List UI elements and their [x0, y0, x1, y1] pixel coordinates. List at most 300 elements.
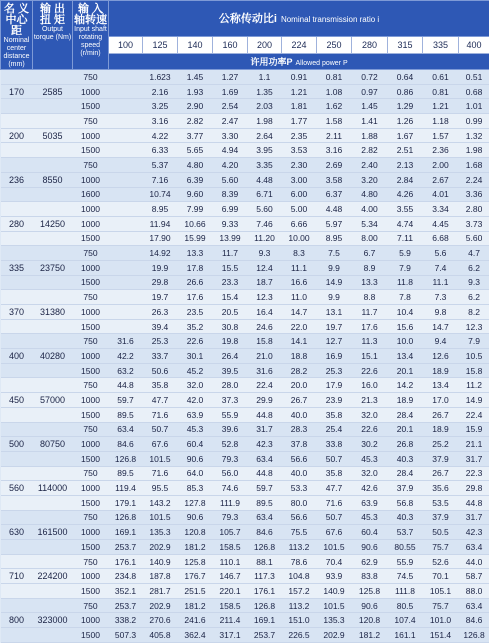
power-cell: 42.3 — [459, 525, 489, 540]
torque-cell: 31380 — [33, 305, 73, 320]
torque-cell — [33, 275, 73, 290]
power-cell: 84.6 — [459, 613, 489, 628]
power-cell: 0.86 — [388, 84, 423, 99]
torque-cell — [33, 187, 73, 202]
power-cell: 7.3 — [423, 290, 459, 305]
power-cell: 1.45 — [352, 99, 388, 114]
distance-cell: 400 — [1, 349, 33, 364]
power-cell: 113.2 — [282, 540, 317, 555]
power-cell: 21.3 — [352, 393, 388, 408]
power-cell: 11.7 — [352, 305, 388, 320]
power-cell: 4.26 — [388, 187, 423, 202]
power-cell: 0.68 — [459, 84, 489, 99]
power-cell: 4.20 — [213, 158, 248, 173]
header-power-title: 许用功率P Allowed power P — [109, 54, 489, 70]
power-cell: 22.6 — [178, 334, 213, 349]
power-cell: 23.5 — [178, 305, 213, 320]
speed-cell: 750 — [73, 598, 109, 613]
power-cell: 11.1 — [423, 275, 459, 290]
power-cell: 70.4 — [317, 554, 352, 569]
speed-cell: 1000 — [73, 569, 109, 584]
power-cell: 5.9 — [388, 246, 423, 261]
power-cell: 158.5 — [213, 598, 248, 613]
speed-cell: 750 — [73, 466, 109, 481]
table-row — [1, 510, 489, 525]
torque-cell — [33, 231, 73, 246]
power-cell: 2.11 — [317, 128, 352, 143]
power-cell: 143.2 — [143, 495, 178, 510]
power-cell: 127.8 — [178, 495, 213, 510]
power-cell: 29.9 — [248, 393, 282, 408]
power-cell: 88.1 — [248, 554, 282, 569]
power-cell: 120.8 — [352, 613, 388, 628]
power-cell: 22.6 — [352, 422, 388, 437]
power-cell: 4.48 — [248, 172, 282, 187]
power-cell — [109, 231, 143, 246]
power-cell: 101.5 — [143, 451, 178, 466]
power-cell: 3.73 — [459, 216, 489, 231]
power-cell: 13.1 — [317, 305, 352, 320]
power-cell: 63.9 — [178, 407, 213, 422]
power-cell: 35.6 — [423, 481, 459, 496]
power-cell: 3.25 — [143, 99, 178, 114]
power-cell: 1.18 — [423, 114, 459, 129]
table-row — [1, 525, 489, 540]
power-cell: 26.4 — [213, 349, 248, 364]
power-cell: 15.4 — [213, 290, 248, 305]
table-row — [1, 305, 489, 320]
power-cell: 25.2 — [423, 437, 459, 452]
power-cell: 1.81 — [282, 99, 317, 114]
power-cell: 101.5 — [317, 598, 352, 613]
power-cell: 26.7 — [282, 393, 317, 408]
power-cell: 11.7 — [213, 246, 248, 261]
power-cell: 2.51 — [388, 143, 423, 158]
power-cell: 125.8 — [178, 554, 213, 569]
distance-cell — [1, 422, 33, 437]
distance-cell: 280 — [1, 216, 33, 231]
power-cell: 2.67 — [423, 172, 459, 187]
power-cell: 50.7 — [143, 422, 178, 437]
power-cell: 2.35 — [282, 128, 317, 143]
power-cell: 181.2 — [352, 628, 388, 643]
power-cell: 3.95 — [248, 143, 282, 158]
power-cell: 4.74 — [388, 216, 423, 231]
power-cell: 35.8 — [317, 466, 352, 481]
power-cell: 19.8 — [213, 334, 248, 349]
table-row — [1, 554, 489, 569]
power-cell: 30.8 — [213, 319, 248, 334]
power-cell: 17.6 — [352, 319, 388, 334]
distance-cell — [1, 363, 33, 378]
power-cell: 9.3 — [459, 275, 489, 290]
speed-cell: 1500 — [73, 628, 109, 643]
power-cell — [109, 99, 143, 114]
power-cell: 13.99 — [213, 231, 248, 246]
power-cell: 3.20 — [352, 172, 388, 187]
distance-cell — [1, 598, 33, 613]
power-cell: 251.5 — [178, 584, 213, 599]
power-cell: 45.3 — [178, 422, 213, 437]
power-cell: 26.3 — [143, 305, 178, 320]
power-cell: 19.7 — [317, 319, 352, 334]
power-cell: 12.7 — [317, 334, 352, 349]
distance-cell — [1, 451, 33, 466]
distance-cell — [1, 70, 33, 85]
power-cell: 202.9 — [143, 540, 178, 555]
power-cell: 5.00 — [282, 202, 317, 217]
power-cell: 101.5 — [317, 540, 352, 555]
power-cell: 11.20 — [248, 231, 282, 246]
power-cell: 4.80 — [352, 187, 388, 202]
distance-cell — [1, 143, 33, 158]
power-cell: 0.91 — [282, 70, 317, 85]
power-cell: 105.1 — [423, 584, 459, 599]
distance-cell — [1, 319, 33, 334]
distance-cell — [1, 466, 33, 481]
power-cell: 70.1 — [423, 569, 459, 584]
power-cell: 2.36 — [423, 143, 459, 158]
torque-cell — [33, 466, 73, 481]
table-row — [1, 466, 489, 481]
torque-cell: 23750 — [33, 260, 73, 275]
power-cell: 101.5 — [143, 510, 178, 525]
power-cell: 9.60 — [178, 187, 213, 202]
power-cell: 16.4 — [248, 305, 282, 320]
torque-cell — [33, 334, 73, 349]
torque-cell: 14250 — [33, 216, 73, 231]
table-row — [1, 613, 489, 628]
power-cell: 6.7 — [352, 246, 388, 261]
power-cell: 169.1 — [248, 613, 282, 628]
torque-cell — [33, 598, 73, 613]
power-cell: 32.0 — [178, 378, 213, 393]
power-cell: 2.40 — [352, 158, 388, 173]
torque-cell: 40280 — [33, 349, 73, 364]
power-cell — [109, 158, 143, 173]
power-cell: 8.95 — [143, 202, 178, 217]
speed-cell: 1000 — [73, 202, 109, 217]
table-row — [1, 407, 489, 422]
distance-cell: 450 — [1, 393, 33, 408]
power-cell — [109, 216, 143, 231]
power-cell: 26.7 — [423, 407, 459, 422]
power-cell: 3.35 — [248, 158, 282, 173]
distance-cell — [1, 378, 33, 393]
speed-cell: 750 — [73, 554, 109, 569]
power-cell: 1.67 — [388, 128, 423, 143]
power-cell: 89.5 — [109, 466, 143, 481]
power-cell: 50.7 — [317, 510, 352, 525]
power-cell: 5.97 — [317, 216, 352, 231]
power-cell: 52.6 — [423, 554, 459, 569]
power-cell: 90.6 — [352, 540, 388, 555]
torque-cell: 57000 — [33, 393, 73, 408]
power-cell: 226.5 — [282, 628, 317, 643]
power-cell: 13.4 — [423, 378, 459, 393]
power-cell: 20.0 — [282, 378, 317, 393]
power-cell: 111.9 — [213, 495, 248, 510]
power-cell: 28.4 — [388, 466, 423, 481]
power-cell: 1.27 — [213, 70, 248, 85]
table-row — [1, 158, 489, 173]
power-cell — [109, 114, 143, 129]
power-cell: 13.4 — [388, 349, 423, 364]
power-cell: 4.45 — [423, 216, 459, 231]
power-cell: 80.55 — [388, 540, 423, 555]
power-cell: 35.2 — [178, 319, 213, 334]
power-cell: 140.9 — [143, 554, 178, 569]
power-cell: 55.9 — [388, 554, 423, 569]
torque-cell: 2585 — [33, 84, 73, 99]
ratio-header-cell: 100 — [109, 36, 143, 54]
power-cell: 20.1 — [388, 422, 423, 437]
power-cell: 3.77 — [178, 128, 213, 143]
power-cell: 507.3 — [109, 628, 143, 643]
power-cell: 6.37 — [317, 187, 352, 202]
power-cell: 5.37 — [143, 158, 178, 173]
power-cell: 42.0 — [178, 393, 213, 408]
ratio-header-cell: 250 — [317, 36, 352, 54]
power-cell: 26.7 — [423, 466, 459, 481]
power-cell — [109, 202, 143, 217]
header-distance: 名 义 中心距 Nominal center distance (mm) — [1, 1, 33, 70]
power-cell: 74.6 — [213, 481, 248, 496]
power-cell: 21.0 — [248, 349, 282, 364]
power-cell: 8.8 — [352, 290, 388, 305]
power-cell: 202.9 — [143, 598, 178, 613]
power-cell: 11.0 — [282, 290, 317, 305]
power-cell: 31.7 — [459, 451, 489, 466]
power-cell: 50.7 — [317, 451, 352, 466]
power-cell: 56.6 — [282, 510, 317, 525]
power-cell: 16.0 — [352, 378, 388, 393]
distance-cell — [1, 510, 33, 525]
power-cell: 75.7 — [423, 540, 459, 555]
distance-cell — [1, 231, 33, 246]
torque-cell: 224200 — [33, 569, 73, 584]
power-cell: 2.69 — [317, 158, 352, 173]
speed-cell: 750 — [73, 70, 109, 85]
speed-cell: 1600 — [73, 187, 109, 202]
power-cell: 44.0 — [459, 554, 489, 569]
table-row — [1, 393, 489, 408]
power-cell: 42.2 — [109, 349, 143, 364]
power-cell: 31.7 — [459, 510, 489, 525]
power-cell: 405.8 — [143, 628, 178, 643]
power-cell: 88.0 — [459, 584, 489, 599]
power-cell: 39.4 — [143, 319, 178, 334]
power-cell: 7.46 — [248, 216, 282, 231]
torque-cell — [33, 495, 73, 510]
speed-cell: 750 — [73, 422, 109, 437]
power-cell: 53.7 — [388, 525, 423, 540]
power-cell: 14.9 — [317, 275, 352, 290]
power-cell: 151.0 — [282, 613, 317, 628]
power-cell: 15.1 — [352, 349, 388, 364]
distance-cell — [1, 628, 33, 643]
power-cell: 11.94 — [143, 216, 178, 231]
ratio-header-cell: 400 — [459, 36, 489, 54]
power-cell: 47.7 — [143, 393, 178, 408]
torque-cell — [33, 143, 73, 158]
power-cell: 10.66 — [178, 216, 213, 231]
power-cell: 85.3 — [178, 481, 213, 496]
power-cell: 11.8 — [388, 275, 423, 290]
torque-cell: 114000 — [33, 481, 73, 496]
power-cell: 28.3 — [282, 422, 317, 437]
table-row — [1, 584, 489, 599]
power-cell: 4.94 — [213, 143, 248, 158]
power-cell: 63.2 — [109, 363, 143, 378]
power-cell: 55.9 — [213, 407, 248, 422]
power-cell: 22.3 — [459, 466, 489, 481]
power-cell: 179.1 — [109, 495, 143, 510]
table-row — [1, 70, 489, 85]
speed-cell: 1500 — [73, 319, 109, 334]
power-cell: 33.8 — [317, 437, 352, 452]
distance-cell — [1, 540, 33, 555]
power-cell: 4.7 — [459, 246, 489, 261]
table-row — [1, 202, 489, 217]
power-cell: 2.84 — [388, 172, 423, 187]
power-cell: 1.26 — [388, 114, 423, 129]
distance-cell: 200 — [1, 128, 33, 143]
speed-cell: 750 — [73, 114, 109, 129]
table-row — [1, 216, 489, 231]
power-cell: 8.3 — [282, 246, 317, 261]
power-cell: 16.6 — [282, 275, 317, 290]
power-cell: 9.33 — [213, 216, 248, 231]
speed-cell: 1500 — [73, 363, 109, 378]
speed-cell: 1000 — [73, 305, 109, 320]
power-cell: 79.3 — [213, 510, 248, 525]
power-cell: 9.9 — [317, 290, 352, 305]
speed-cell: 750 — [73, 334, 109, 349]
power-cell: 56.8 — [388, 495, 423, 510]
power-cell: 2.00 — [423, 158, 459, 173]
table-row — [1, 540, 489, 555]
power-cell: 59.7 — [248, 481, 282, 496]
power-cell: 9.4 — [423, 334, 459, 349]
distance-cell: 800 — [1, 613, 33, 628]
distance-cell — [1, 554, 33, 569]
power-cell: 78.6 — [282, 554, 317, 569]
power-cell: 135.3 — [143, 525, 178, 540]
power-cell: 18.9 — [423, 363, 459, 378]
power-cell: 18.9 — [423, 422, 459, 437]
torque-cell: 80750 — [33, 437, 73, 452]
power-cell: 6.39 — [178, 172, 213, 187]
power-cell: 58.7 — [459, 569, 489, 584]
distance-cell — [1, 495, 33, 510]
power-cell: 6.33 — [143, 143, 178, 158]
power-cell: 253.7 — [109, 540, 143, 555]
power-cell: 5.65 — [178, 143, 213, 158]
power-cell: 90.6 — [178, 451, 213, 466]
power-cell: 6.71 — [248, 187, 282, 202]
power-cell: 29.8 — [459, 481, 489, 496]
power-cell: 140.9 — [317, 584, 352, 599]
torque-cell — [33, 540, 73, 555]
power-cell: 2.30 — [282, 158, 317, 173]
power-cell: 25.3 — [143, 334, 178, 349]
power-cell: 101.0 — [423, 613, 459, 628]
power-cell: 1.623 — [143, 70, 178, 85]
power-cell: 1.41 — [352, 114, 388, 129]
power-cell: 89.5 — [248, 495, 282, 510]
power-cell: 0.61 — [423, 70, 459, 85]
distance-cell: 236 — [1, 172, 33, 187]
speed-cell: 1500 — [73, 540, 109, 555]
power-cell: 4.01 — [423, 187, 459, 202]
power-cell: 7.99 — [178, 202, 213, 217]
power-cell: 40.3 — [388, 451, 423, 466]
power-cell: 15.6 — [388, 319, 423, 334]
table-row — [1, 275, 489, 290]
power-cell: 28.0 — [213, 378, 248, 393]
power-cell: 158.5 — [213, 540, 248, 555]
power-cell: 17.8 — [178, 260, 213, 275]
power-cell: 31.6 — [248, 363, 282, 378]
power-cell: 84.6 — [109, 437, 143, 452]
speed-cell: 1000 — [73, 172, 109, 187]
power-cell: 59.7 — [109, 393, 143, 408]
power-cell: 352.1 — [109, 584, 143, 599]
power-cell: 89.5 — [109, 407, 143, 422]
power-cell: 7.5 — [317, 246, 352, 261]
ratio-header-cell: 200 — [248, 36, 282, 54]
speed-cell: 1000 — [73, 613, 109, 628]
header-speed: 输 入 轴转速 Input shaft rotating speed (r/min) — [73, 1, 109, 70]
power-cell: 6.68 — [423, 231, 459, 246]
power-cell: 1.35 — [248, 84, 282, 99]
table-row — [1, 231, 489, 246]
power-cell: 2.82 — [178, 114, 213, 129]
power-cell: 2.90 — [178, 99, 213, 114]
torque-cell — [33, 510, 73, 525]
power-cell: 3.55 — [388, 202, 423, 217]
torque-cell — [33, 319, 73, 334]
distance-cell: 710 — [1, 569, 33, 584]
power-cell: 2.64 — [248, 128, 282, 143]
power-cell: 53.5 — [423, 495, 459, 510]
power-cell: 11.1 — [282, 260, 317, 275]
power-cell: 3.16 — [317, 143, 352, 158]
table-row — [1, 99, 489, 114]
power-cell: 15.8 — [248, 334, 282, 349]
distance-cell: 370 — [1, 305, 33, 320]
power-cell: 45.3 — [352, 510, 388, 525]
power-cell: 12.3 — [248, 290, 282, 305]
power-cell: 13.3 — [178, 246, 213, 261]
torque-cell — [33, 158, 73, 173]
power-cell: 90.6 — [352, 598, 388, 613]
power-cell: 84.6 — [248, 525, 282, 540]
power-cell: 67.6 — [143, 437, 178, 452]
power-cell: 111.8 — [388, 584, 423, 599]
table-row — [1, 495, 489, 510]
table-row — [1, 349, 489, 364]
power-cell: 56.0 — [213, 466, 248, 481]
power-cell: 79.3 — [213, 451, 248, 466]
power-cell: 28.2 — [282, 363, 317, 378]
table-row — [1, 334, 489, 349]
speed-cell: 1500 — [73, 407, 109, 422]
power-cell: 45.2 — [178, 363, 213, 378]
power-cell: 39.6 — [213, 422, 248, 437]
power-cell: 125.8 — [352, 584, 388, 599]
